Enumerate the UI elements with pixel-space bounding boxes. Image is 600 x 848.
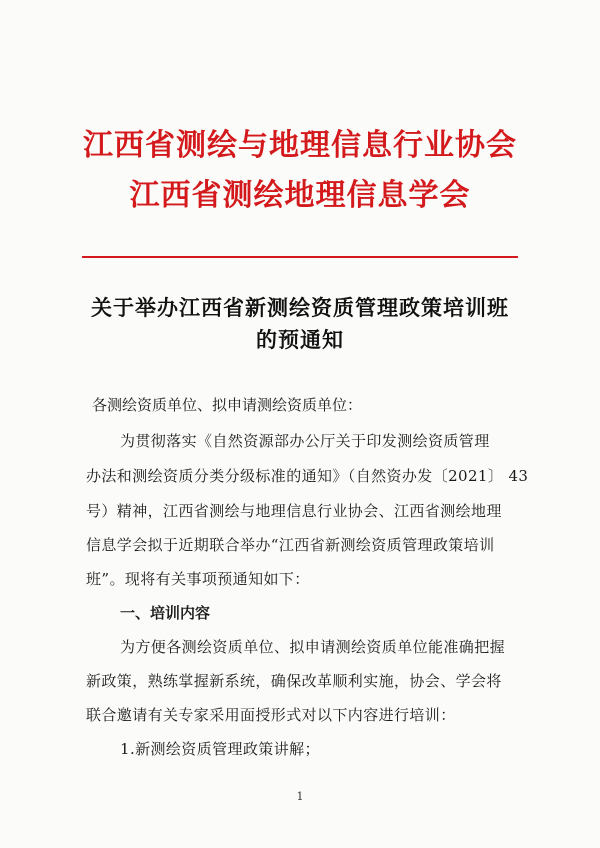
salutation: 各测绘资质单位、拟申请测绘资质单位： [92,396,363,414]
paragraph1-line4: 信息学会拟于近期联合举办“江西省新测绘资质管理政策培训 [86,536,495,554]
notice-title-line2: 的预通知 [256,327,344,352]
red-separator-rule [82,256,518,258]
paragraph1-line1: 为贯彻落实《自然资源部办公厅关于印发测绘资质管理 [120,432,490,450]
org-name-line1: 江西省测绘与地理信息行业协会 [83,128,517,163]
paragraph2-line2: 新政策，熟练掌握新系统，确保改革顺利实施，协会、学会将 [86,672,502,690]
paragraph2-line1: 为方便各测绘资质单位、拟申请测绘资质单位能准确把握 [120,638,506,656]
notice-title-line1: 关于举办江西省新测绘资质管理政策培训班 [91,295,509,320]
paragraph1-line3: 号）精神，江西省测绘与地理信息行业协会、江西省测绘地理 [86,502,502,520]
paragraph1-line2: 办法和测绘资质分类分级标准的通知》（自然资办发〔2021〕 43 [86,467,529,485]
section1-heading: 一、培训内容 [120,604,211,622]
list-item-1: 1.新测绘资质管理政策讲解； [120,740,320,758]
paragraph1-line5: 班”。现将有关事项预通知如下： [86,570,310,588]
org-name-line2: 江西省测绘地理信息学会 [129,178,471,213]
page-number: 1 [296,790,304,803]
paragraph2-line3: 联合邀请有关专家采用面授形式对以下内容进行培训： [86,706,456,724]
